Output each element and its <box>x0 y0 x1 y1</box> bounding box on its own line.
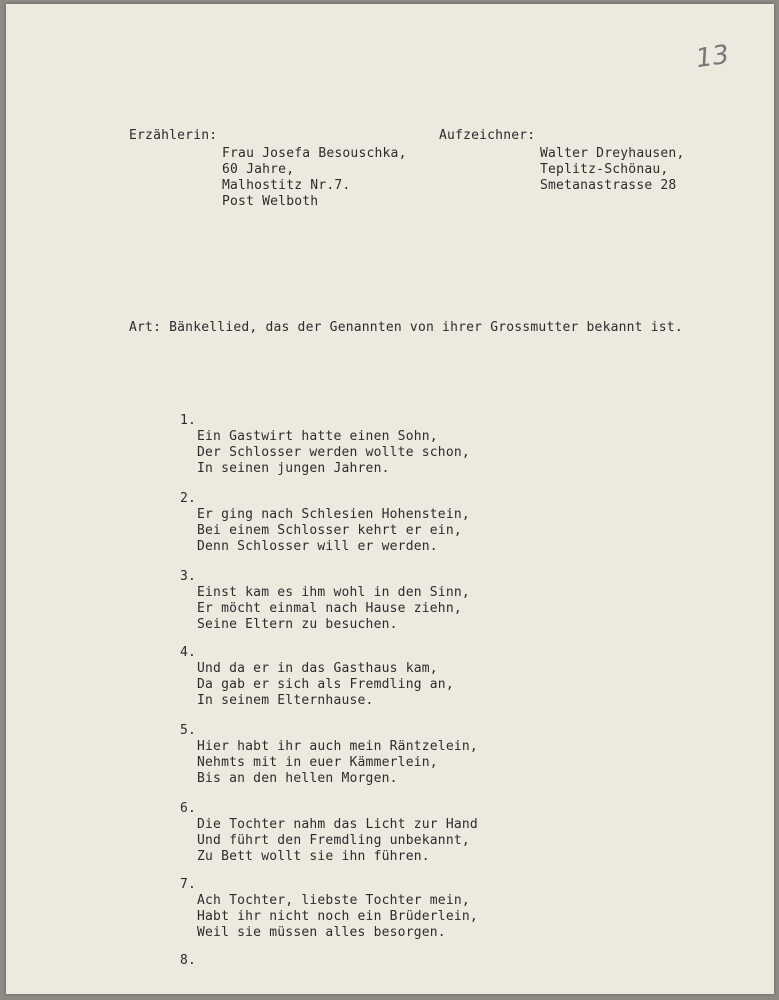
verse-line: Bis an den hellen Morgen. <box>197 771 398 786</box>
verse-number: 2. <box>180 491 197 506</box>
verse-line: Die Tochter nahm das Licht zur Hand <box>197 817 478 832</box>
verse-line: Ach Tochter, liebste Tochter mein, <box>197 893 470 908</box>
narrator-label: Erzählerin: <box>129 128 218 143</box>
verse-line: Habt ihr nicht noch ein Brüderlein, <box>197 909 478 924</box>
verse-line: Ein Gastwirt hatte einen Sohn, <box>197 429 438 444</box>
verse-number: 5. <box>180 723 197 738</box>
narrator-line: Post Welboth <box>222 194 319 209</box>
page-number: 13 <box>694 39 732 75</box>
verse-number: 8. <box>180 953 197 968</box>
verse-line: Bei einem Schlosser kehrt er ein, <box>197 523 462 538</box>
recorder-line: Smetanastrasse 28 <box>540 178 677 193</box>
verse-line: Der Schlosser werden wollte schon, <box>197 445 470 460</box>
verse-line: Zu Bett wollt sie ihn führen. <box>197 849 430 864</box>
verse-line: Er möcht einmal nach Hause ziehn, <box>197 601 462 616</box>
narrator-line: 60 Jahre, <box>222 162 295 177</box>
verse-line: In seinem Elternhause. <box>197 693 374 708</box>
recorder-line: Walter Dreyhausen, <box>540 146 685 161</box>
verse-line: Und da er in das Gasthaus kam, <box>197 661 438 676</box>
verse-number: 7. <box>180 877 197 892</box>
recorder-label: Aufzeichner: <box>439 128 536 143</box>
verse-line: Nehmts mit in euer Kämmerlein, <box>197 755 438 770</box>
verse-line: Er ging nach Schlesien Hohenstein, <box>197 507 470 522</box>
song-type: Art: Bänkellied, das der Genannten von ihrer Grossmutter bekannt ist. <box>129 320 683 335</box>
verse-number: 4. <box>180 645 197 660</box>
verse-line: Und führt den Fremdling unbekannt, <box>197 833 470 848</box>
verse-number: 3. <box>180 569 197 584</box>
verse-line: Denn Schlosser will er werden. <box>197 539 438 554</box>
narrator-line: Frau Josefa Besouschka, <box>222 146 407 161</box>
verse-number: 1. <box>180 413 197 428</box>
verse-line: Einst kam es ihm wohl in den Sinn, <box>197 585 470 600</box>
verse-number: 6. <box>180 801 197 816</box>
verse-line: Da gab er sich als Fremdling an, <box>197 677 454 692</box>
recorder-line: Teplitz-Schönau, <box>540 162 669 177</box>
narrator-line: Malhostitz Nr.7. <box>222 178 351 193</box>
verse-line: Weil sie müssen alles besorgen. <box>197 925 446 940</box>
document-page <box>6 4 774 994</box>
verse-line: In seinen jungen Jahren. <box>197 461 390 476</box>
verse-line: Hier habt ihr auch mein Räntzelein, <box>197 739 478 754</box>
verse-line: Seine Eltern zu besuchen. <box>197 617 398 632</box>
